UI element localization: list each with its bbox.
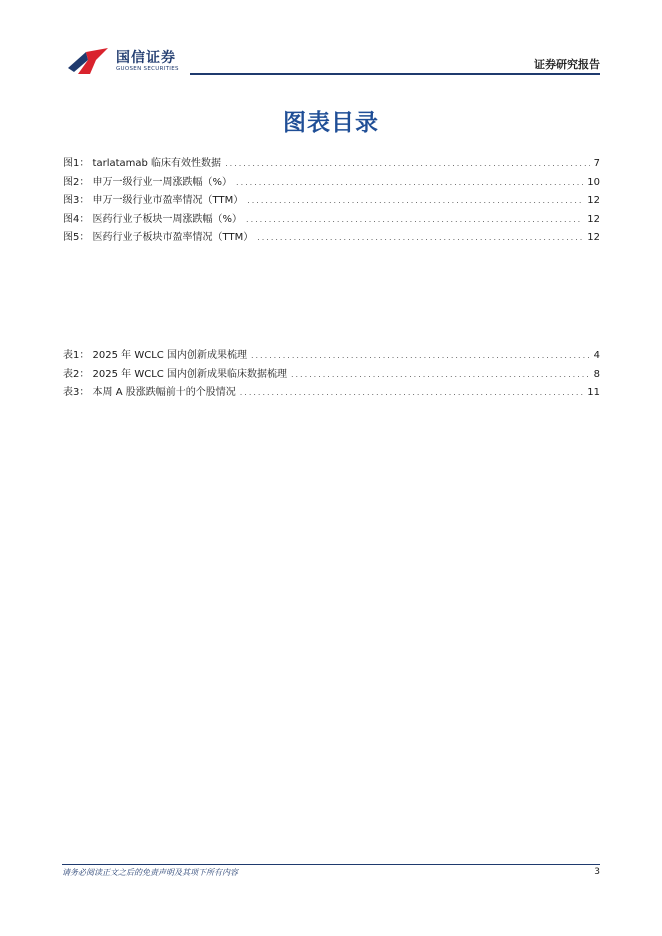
guosen-emblem-icon [66,46,112,76]
footer-divider [62,864,600,865]
footer-disclaimer: 请务必阅读正文之后的免责声明及其项下所有内容 [62,868,238,877]
toc-entry-page: 10 [587,176,600,188]
toc-entry-figure-4[interactable] [63,211,600,230]
toc-leader-dots [257,229,583,248]
toc-leader-dots [291,366,590,385]
toc-entry-page: 12 [587,232,600,243]
toc-entry-page: 12 [587,195,600,206]
report-type-label: 证券研究报告 [534,58,600,71]
logo-text-cn: 国信证券 [116,50,176,66]
toc-entry-page: 7 [593,158,600,169]
toc-entry-page: 8 [593,368,600,380]
header-divider [190,73,600,75]
toc-entry-page: 12 [587,213,600,225]
toc-entry-table-2[interactable] [63,366,600,385]
page-number: 3 [594,867,600,877]
toc-entry-label: 图4： 医药行业子板块一周涨跌幅（%） [63,213,243,225]
toc-entry-page: 11 [587,387,600,398]
figure-list [63,155,600,248]
toc-entry-table-3[interactable] [63,384,600,403]
toc-entry-page: 4 [593,350,600,361]
toc-leader-dots [251,347,590,366]
toc-entry-table-1[interactable] [63,347,600,366]
toc-leader-dots [246,211,583,230]
toc-entry-label: 表3： 本周 A 股涨跌幅前十的个股情况 [63,387,236,398]
toc-entry-label: 表2： 2025 年 WCLC 国内创新成果临床数据梳理 [63,368,287,380]
toc-entry-label: 表1： 2025 年 WCLC 国内创新成果梳理 [63,350,247,361]
toc-leader-dots [225,155,590,174]
toc-entry-label: 图1： tarlatamab 临床有效性数据 [63,158,222,169]
logo-text-en: GUOSEN SECURITIES [116,66,179,72]
toc-entry-figure-3[interactable] [63,192,600,211]
toc-entry-label: 图3： 申万一级行业市盈率情况（TTM） [63,195,244,206]
toc-leader-dots [236,174,583,193]
company-logo [66,44,186,78]
toc-leader-dots [240,384,584,403]
toc-entry-label: 图2： 申万一级行业一周涨跌幅（%） [63,176,233,188]
toc-entry-figure-5[interactable] [63,229,600,248]
table-list [63,347,600,403]
toc-entry-label: 图5： 医药行业子板块市盈率情况（TTM） [63,232,254,243]
toc-entry-figure-1[interactable] [63,155,600,174]
toc-entry-figure-2[interactable] [63,174,600,193]
page-title: 图表目录 [283,110,379,136]
toc-leader-dots [247,192,583,211]
